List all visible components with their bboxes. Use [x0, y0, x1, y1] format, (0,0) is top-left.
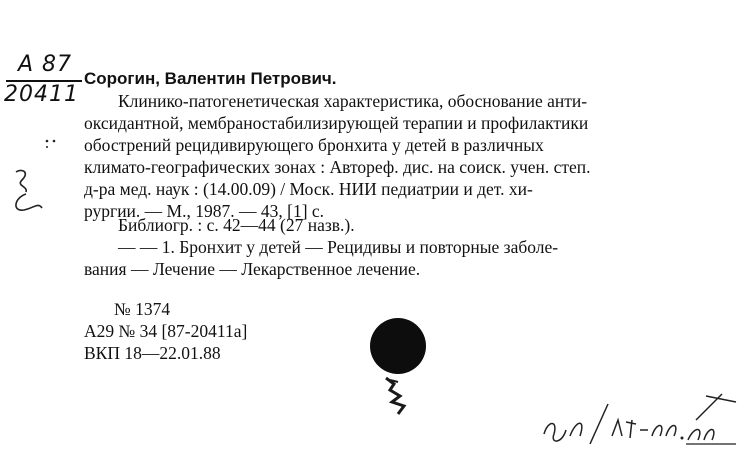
title-line: рургии. — М., 1987. — 43, [1] с.: [84, 201, 325, 221]
bibliography-note: Библиогр. : с. 42—44 (27 назв.).: [118, 215, 355, 235]
title-line: д-ра мед. наук : (14.00.09) / Моск. НИИ педиатрии и дет. хи-: [84, 179, 533, 199]
author-heading: Сорогин, Валентин Петрович.: [84, 69, 337, 88]
shelfmark: [4, 52, 82, 108]
card-codes: [84, 298, 247, 364]
punch-hole: [370, 318, 426, 374]
handwritten-margin-mark: [8, 168, 48, 218]
title-line: оксидантной, мембраностабилизирующей терапии и профилактики: [84, 113, 589, 133]
code-line: ВКП 18—22.01.88: [84, 343, 221, 363]
bibliographic-entry: [84, 68, 704, 222]
title-line: Клинико-патогенетическая характеристика, обоснование анти-: [118, 91, 588, 111]
subject-headings: [84, 236, 704, 280]
subject-line: — — 1. Бронхит у детей — Рецидивы и повторные заболе-: [118, 237, 559, 257]
subject-line: вания — Лечение — Лекарственное лечение.: [84, 259, 421, 279]
title-line: климато-географических зонах : Автореф. дис. на соиск. учен. степ.: [84, 157, 591, 177]
margin-dots-mark: [44, 136, 58, 150]
shelfmark-bottom: 20411: [4, 82, 79, 107]
code-line: А29 № 34 [87-20411а]: [84, 321, 248, 341]
card-number: № 1374: [114, 299, 171, 319]
ink-blot-mark: [380, 376, 414, 416]
title-line: обострений рецидивирующего бронхита у детей в различных: [84, 135, 544, 155]
shelfmark-top: A 87: [18, 52, 73, 77]
handwritten-signature: [536, 390, 746, 448]
